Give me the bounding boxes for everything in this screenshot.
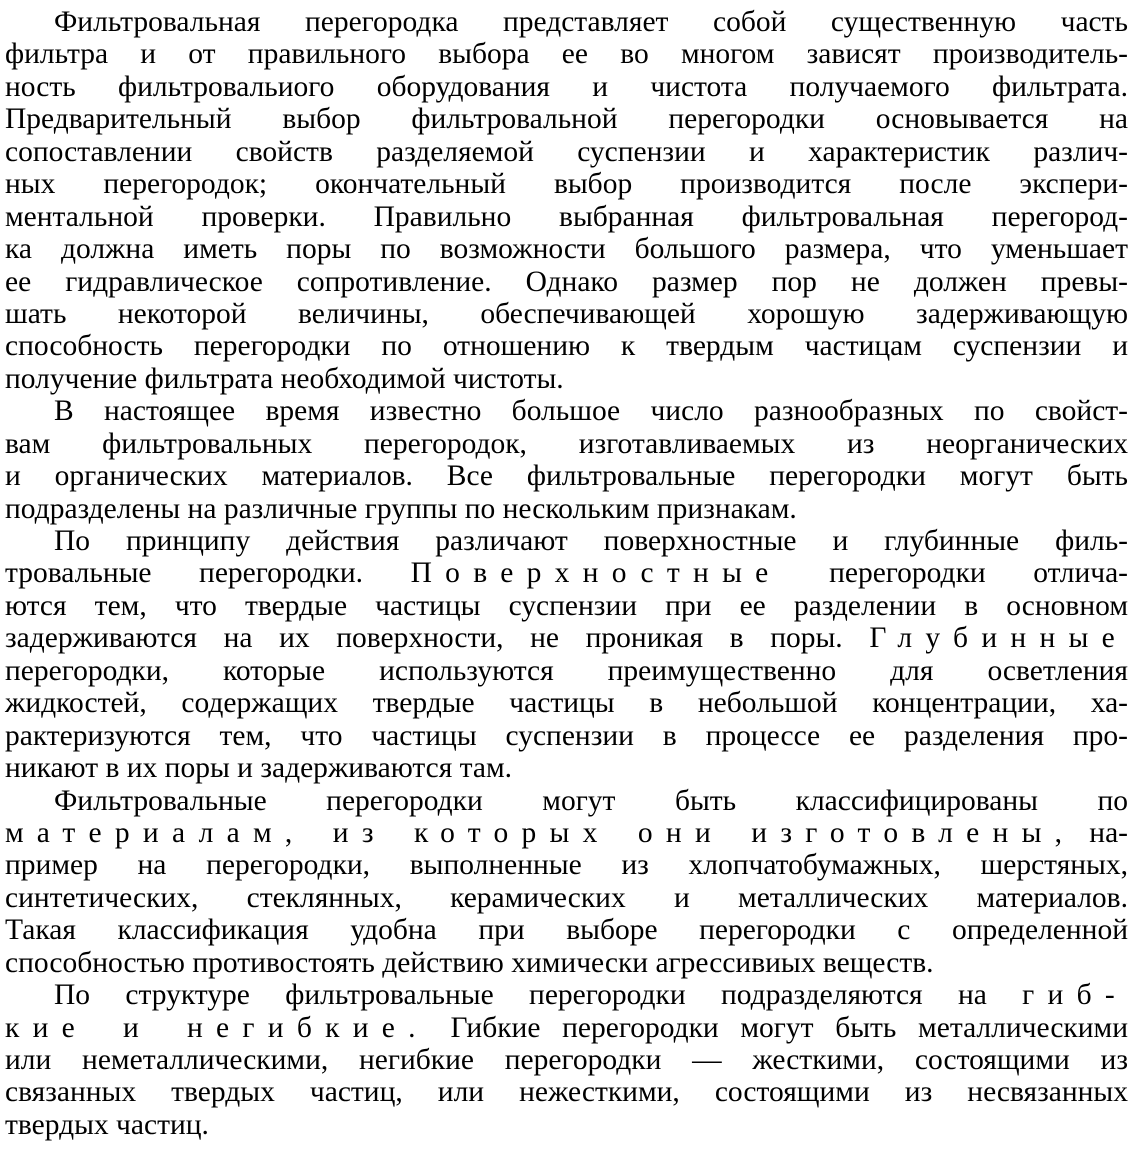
text-line: способность перегородки по отношению к твердым частицам суспензии и xyxy=(5,330,1128,363)
text-line: подразделены на различные группы по нескольким признакам. xyxy=(5,492,797,525)
text-line: В настоящее время известно большое число разнообразных по свойст- xyxy=(54,395,1128,428)
text-line: связанных твердых частиц, или нежесткими, состоящими из несвязанных xyxy=(5,1076,1128,1109)
text-line: ются тем, что твердые частицы суспензии при ее разделении в основном xyxy=(5,589,1128,622)
text-line: и органических материалов. Все фильтровальные перегородки могут быть xyxy=(5,460,1128,493)
text-line: или неметаллическими, негибкие перегородки — жесткими, состоящими из xyxy=(5,1044,1128,1076)
text-line: Фильтровальные перегородки могут быть классифицированы по xyxy=(54,784,1128,817)
spaced-emphasis: материалам, из которых они изготовлены, xyxy=(5,816,1076,849)
text-line: рактеризуются тем, что частицы суспензии в процессе ее разделения про- xyxy=(5,719,1128,752)
text-line: получение фильтрата необходимой чистоты. xyxy=(5,362,564,395)
paragraph-1 xyxy=(5,6,1128,395)
text-line: твердых частиц. xyxy=(5,1108,209,1141)
paragraph-2 xyxy=(5,395,1128,525)
paragraph-3 xyxy=(5,525,1128,785)
text-line: ее гидравлическое сопротивление. Однако размер пор не должен превы- xyxy=(5,265,1128,298)
text-line: синтетических, стеклянных, керамических и металлических материалов. xyxy=(5,881,1128,914)
text-line: жидкостей, содержащих твердые частицы в небольшой концентрации, ха- xyxy=(5,687,1128,720)
text-line: ментальной проверки. Правильно выбранная фильтровальная перегород- xyxy=(5,200,1128,233)
text-line: перегородки, которые используются преимущественно для осветления xyxy=(5,654,1128,687)
text-line: ных перегородок; окончательный выбор производится после экспери- xyxy=(5,168,1128,201)
paragraph-5 xyxy=(5,979,1128,1141)
text-line: шать некоторой величины, обеспечивающей хорошую задерживающую xyxy=(5,297,1128,330)
text-line: фильтра и от правильного выбора ее во многом зависят производитель- xyxy=(5,38,1128,71)
spaced-emphasis: Глубинные xyxy=(869,622,1128,655)
paragraph-4 xyxy=(5,785,1128,980)
text-line: ка должна иметь поры по возможности большого размера, что уменьшает xyxy=(5,233,1128,266)
spaced-emphasis: кие и негибкие. xyxy=(5,1011,429,1044)
text-line: По принципу действия различают поверхностные и глубинные филь- xyxy=(54,525,1128,557)
spaced-emphasis: гиб- xyxy=(1022,979,1128,1012)
text-line: ность фильтровальиого оборудования и чистота получаемого фильтрата. xyxy=(5,70,1128,103)
text-line: никают в их поры и задерживаются там. xyxy=(5,752,513,785)
text-line: пример на перегородки, выполненные из хлопчатобумажных, шерстяных, xyxy=(5,849,1128,882)
text-line: Фильтровальная перегородка представляет собой существенную часть xyxy=(54,6,1128,38)
document-page xyxy=(0,6,1132,1170)
text-line: задерживаются на их поверхности, не проникая в поры. Глубинные xyxy=(5,622,1128,655)
text-line: способностью противостоять действию химически агрессивиых веществ. xyxy=(5,946,934,979)
text-line: вам фильтровальных перегородок, изготавливаемых из неорганических xyxy=(5,427,1128,460)
text-line: Такая классификация удобна при выборе перегородки с определенной xyxy=(5,914,1128,947)
spaced-emphasis: Поверхностные xyxy=(410,557,782,590)
document-body xyxy=(5,6,1128,1141)
text-line: материалам, из которых они изготовлены, на- xyxy=(5,816,1128,849)
text-line: тровальные перегородки. Поверхностные перегородки отлича- xyxy=(5,557,1128,590)
text-line: Предварительный выбор фильтровальной перегородки основывается на xyxy=(5,103,1128,136)
text-line: сопоставлении свойств разделяемой суспензии и характеристик различ- xyxy=(5,135,1128,168)
text-line: кие и негибкие. Гибкие перегородки могут быть металлическими xyxy=(5,1011,1128,1044)
text-line: По структуре фильтровальные перегородки подразделяются на гиб- xyxy=(54,979,1128,1012)
